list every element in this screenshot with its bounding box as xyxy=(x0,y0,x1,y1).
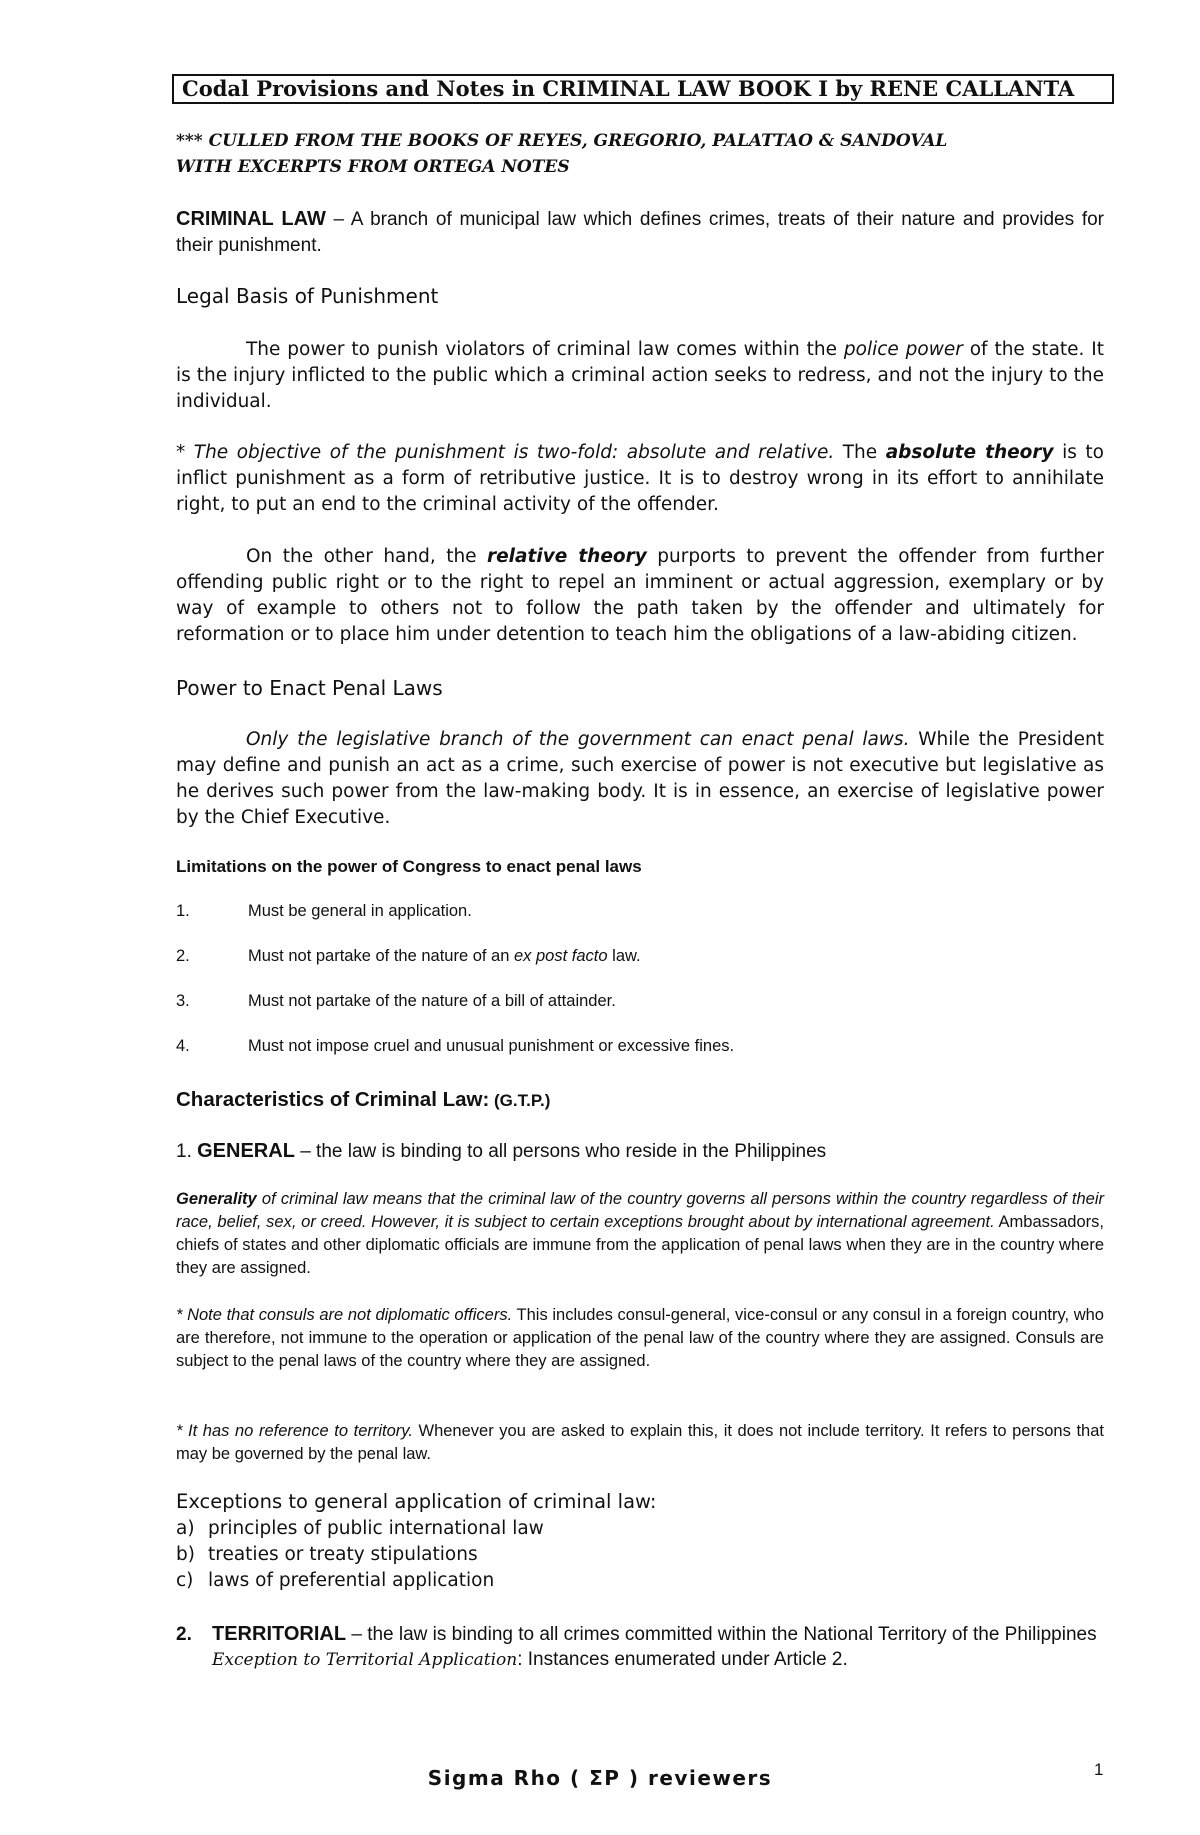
territorial-characteristic xyxy=(176,1622,1104,1673)
document-title: Codal Provisions and Notes in CRIMINAL LAW BOOK I by RENE CALLANTA xyxy=(172,74,1114,104)
limitation-item xyxy=(176,947,1076,966)
objective-paragraph xyxy=(176,440,1104,518)
characteristics-heading xyxy=(176,1088,1104,1112)
limitation-number: 4. xyxy=(176,1037,190,1055)
generality-paragraph xyxy=(176,1188,1104,1280)
objective-intro: * The objective of the punishment is two-fold: absolute and relative. xyxy=(176,442,835,463)
power-paragraph xyxy=(176,727,1104,831)
list-item xyxy=(176,1568,544,1594)
territorial-def: – the law is binding to all crimes committed within the National Territory of the Philippines xyxy=(346,1624,1097,1645)
limitation-item xyxy=(176,1037,1076,1056)
limitation-number: 3. xyxy=(176,992,190,1010)
absolute-theory-term: absolute theory xyxy=(885,442,1054,463)
territorial-exception-text: : Instances enumerated under Article 2. xyxy=(517,1649,848,1670)
list-text: principles of public international law xyxy=(208,1518,544,1539)
generality-text: Ambassadors, chiefs of states and other diplomatic officials are immune from the application of penal laws when they are in the country where they are assigned. xyxy=(176,1213,1104,1277)
territorial-number: 2. xyxy=(176,1624,192,1645)
consuls-intro: * Note that consuls are not diplomatic officers. xyxy=(176,1306,513,1324)
police-power-term: police power xyxy=(843,339,963,360)
power-text: While the President may define and punish an act as a crime, such exercise of power is not executive but legislative as he derives such power from the law-making body. It is in essence, an exercise of legislative power by the Chief Executive. xyxy=(176,729,1104,828)
limitation-number: 1. xyxy=(176,902,190,920)
general-characteristic xyxy=(176,1140,1104,1163)
territory-intro: * It has no reference to territory. xyxy=(176,1422,413,1440)
exceptions-list xyxy=(176,1516,544,1594)
territorial-exception-label: Exception to Territorial Application xyxy=(212,1650,518,1670)
limitation-item xyxy=(176,992,1076,1011)
list-item xyxy=(176,1542,544,1568)
characteristics-title: Characteristics of Criminal Law: xyxy=(176,1088,490,1111)
consuls-text: This includes consul-general, vice-consul or any consul in a foreign country, who are therefore, not immune to the operation or application of the penal law of the country where they are assigned. Consuls are subject to the penal laws of the country where they are assigned. xyxy=(176,1306,1104,1370)
legal-basis-text-a: The power to punish violators of criminal law comes within the xyxy=(246,339,844,360)
relative-text-b: purports to prevent the offender from further offending public right or to the right to repel an imminent or actual aggression, exemplary or by way of example to others not to follow the path taken by the offender and ultimately for reformation or to place him under detention to teach him the obligations of a law-abiding citizen. xyxy=(176,546,1104,645)
culled-note xyxy=(176,128,1104,180)
general-def: – the law is binding to all persons who reside in the Philippines xyxy=(294,1141,827,1162)
objective-text-a: The xyxy=(834,442,886,463)
power-intro: Only the legislative branch of the government can enact penal laws. xyxy=(246,729,910,750)
culled-line-2: WITH EXCERPTS FROM ORTEGA NOTES xyxy=(176,157,570,177)
consuls-paragraph xyxy=(176,1304,1104,1373)
list-text: treaties or treaty stipulations xyxy=(208,1544,478,1565)
legal-basis-text-b: of the state. It is the injury inflicted to the public which a criminal action seeks to redress, and not the injury to the individual. xyxy=(176,339,1105,412)
generality-term: Generality xyxy=(176,1190,257,1208)
limitation-item xyxy=(176,902,1076,921)
ex-post-facto-term: ex post facto xyxy=(514,947,608,965)
characteristics-abbr: (G.T.P.) xyxy=(489,1091,551,1110)
limitation-text: Must not impose cruel and unusual punishment or excessive fines. xyxy=(248,1037,735,1055)
territory-paragraph xyxy=(176,1420,1104,1466)
criminal-law-term: CRIMINAL LAW xyxy=(176,208,326,230)
territorial-term: TERRITORIAL xyxy=(212,1623,347,1645)
limitation-text: Must not partake of the nature of a bill of attainder. xyxy=(248,992,616,1010)
criminal-law-def-text: – A branch of municipal law which defines crimes, treats of their nature and provides for their punishment. xyxy=(176,209,1104,256)
legal-basis-paragraph xyxy=(176,337,1104,415)
limitation-text-end: law. xyxy=(607,947,641,965)
territory-text: Whenever you are asked to explain this, it does not include territory. It refers to persons that may be governed by the penal law. xyxy=(176,1422,1104,1463)
list-text: laws of preferential application xyxy=(208,1570,495,1591)
general-number: 1. xyxy=(176,1141,198,1162)
section-heading-legal-basis: Legal Basis of Punishment xyxy=(176,284,439,308)
list-letter: a) xyxy=(176,1518,195,1539)
page-number: 1 xyxy=(1094,1760,1104,1779)
culled-line-1: *** CULLED FROM THE BOOKS OF REYES, GREGORIO, PALATTAO & SANDOVAL xyxy=(176,131,948,151)
relative-text-a: On the other hand, the xyxy=(246,546,488,567)
page-footer: Sigma Rho ( ΣP ) reviewers xyxy=(427,1766,773,1790)
section-heading-power-to-enact: Power to Enact Penal Laws xyxy=(176,676,443,700)
limitations-heading: Limitations on the power of Congress to enact penal laws xyxy=(176,857,642,876)
list-letter: c) xyxy=(176,1570,194,1591)
objective-text-b: is to inflict punishment as a form of retributive justice. It is to destroy wrong in its effort to annihilate right, to put an end to the criminal activity of the offender. xyxy=(176,442,1105,515)
limitation-number: 2. xyxy=(176,947,190,965)
criminal-law-definition xyxy=(176,206,1104,259)
general-term: GENERAL xyxy=(197,1140,295,1162)
list-letter: b) xyxy=(176,1544,195,1565)
limitation-text: Must be general in application. xyxy=(248,902,472,920)
exceptions-heading: Exceptions to general application of criminal law: xyxy=(176,1490,657,1513)
territorial-exception xyxy=(212,1647,1104,1673)
relative-theory-paragraph xyxy=(176,544,1104,648)
relative-theory-term: relative theory xyxy=(487,546,647,567)
list-item xyxy=(176,1516,544,1542)
limitation-text: Must not partake of the nature of an xyxy=(248,947,514,965)
generality-text-em: of criminal law means that the criminal law of the country governs all persons within the country regardless of their race, belief, sex, or creed. However, it is subject to certain exceptions brought about by international agreement. xyxy=(176,1190,1104,1231)
